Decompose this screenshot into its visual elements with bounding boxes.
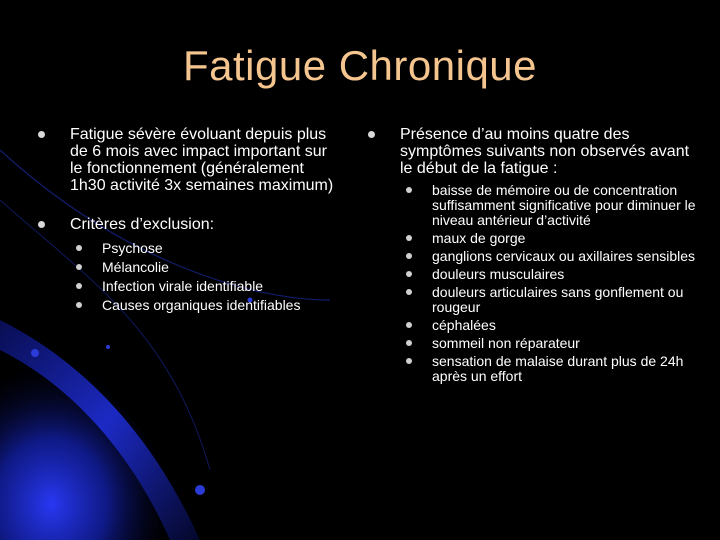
dot-4 — [106, 345, 110, 349]
bullet-dot-icon — [76, 302, 82, 308]
bullet-dot-icon — [76, 264, 82, 270]
bullet-dot-icon — [368, 131, 375, 138]
sub-bullet-text: céphalées — [432, 317, 496, 333]
dot-2 — [195, 485, 205, 495]
bullet-dot-icon — [406, 322, 412, 328]
bullet-dot-icon — [406, 340, 412, 346]
list-item — [38, 126, 338, 194]
list-item — [70, 279, 338, 294]
bullet-dot-icon — [38, 131, 45, 138]
exclusion-criteria-list — [70, 241, 338, 313]
slide-title: Fatigue Chronique — [182, 42, 538, 89]
left-column — [38, 126, 338, 335]
symptoms-list — [400, 183, 698, 384]
list-item — [400, 183, 698, 228]
list-item — [400, 267, 698, 282]
list-item — [368, 126, 698, 384]
list-item — [70, 298, 338, 313]
bullet-dot-icon — [76, 245, 82, 251]
bullet-dot-icon — [406, 235, 412, 241]
sub-bullet-text: maux de gorge — [432, 230, 526, 246]
sub-bullet-text: douleurs articulaires sans gonflement ou rougeur — [432, 284, 684, 315]
bullet-dot-icon — [406, 358, 412, 364]
bullet-dot-icon — [406, 187, 412, 193]
bullet-text: Fatigue sévère évoluant depuis plus de 6 mois avec impact important sur le fonctionnement (généralement 1h30 activité 3x semaines maximum) — [70, 126, 334, 194]
bullet-dot-icon — [406, 289, 412, 295]
bullet-dot-icon — [406, 271, 412, 277]
bullet-text: Présence d’au moins quatre des symptômes suivants non observés avant le début de la fatigue : — [400, 126, 690, 177]
list-item — [38, 216, 338, 313]
sub-bullet-text: Causes organiques identifiables — [102, 297, 301, 313]
sub-bullet-text: sommeil non réparateur — [432, 335, 580, 351]
right-column — [368, 126, 698, 406]
bullet-dot-icon — [76, 283, 82, 289]
sub-bullet-text: sensation de malaise durant plus de 24h après un effort — [432, 353, 684, 384]
list-item — [400, 354, 698, 384]
list-item — [400, 231, 698, 246]
sub-bullet-text: Infection virale identifiable — [102, 278, 264, 294]
list-item — [400, 249, 698, 264]
bullet-dot-icon — [406, 253, 412, 259]
left-bullet-list — [38, 126, 338, 313]
sub-bullet-text: douleurs musculaires — [432, 266, 565, 282]
list-item — [70, 241, 338, 256]
sub-bullet-text: ganglions cervicaux ou axillaires sensibles — [432, 248, 696, 264]
sub-bullet-text: Psychose — [102, 240, 163, 256]
dot-1 — [31, 349, 39, 357]
list-item — [400, 318, 698, 333]
list-item — [400, 285, 698, 315]
sub-bullet-text: Mélancolie — [102, 259, 169, 275]
list-item — [70, 260, 338, 275]
bullet-dot-icon — [38, 221, 45, 228]
list-item — [400, 336, 698, 351]
bullet-text: Critères d’exclusion: — [70, 216, 215, 233]
sub-bullet-text: baisse de mémoire ou de concentration suffisamment significative pour diminuer le niveau antérieur d’activité — [432, 182, 696, 228]
right-bullet-list — [368, 126, 698, 384]
